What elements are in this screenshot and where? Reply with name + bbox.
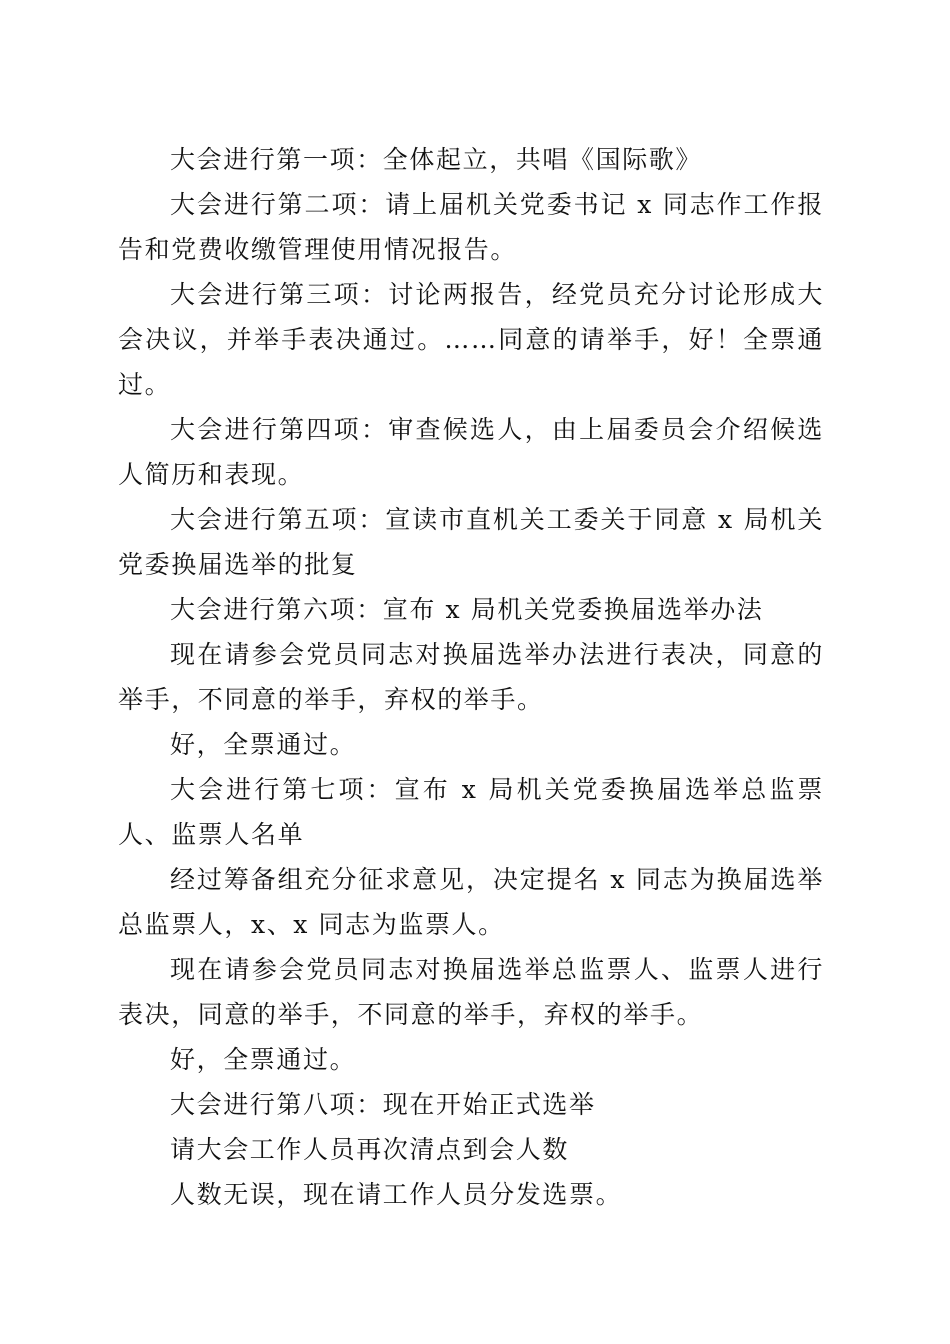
paragraph-item-1: 大会进行第一项：全体起立，共唱《国际歌》 [170, 145, 703, 174]
paragraph-item-5: 大会进行第五项：宣读市直机关工委关于同意 x 局机关党委换届选举的批复 [118, 505, 824, 579]
paragraph-item-8: 好，全票通过。 [170, 730, 357, 759]
paragraph-item-11: 现在请参会党员同志对换届选举总监票人、监票人进行表决，同意的举手，不同意的举手，弃权的举手。 [118, 955, 824, 1029]
document-body [118, 137, 824, 1217]
paragraph-item-13: 大会进行第八项：现在开始正式选举 [170, 1090, 596, 1119]
paragraph-item-6: 大会进行第六项：宣布 x 局机关党委换届选举办法 [170, 595, 764, 624]
paragraph-item-7: 现在请参会党员同志对换届选举办法进行表决，同意的举手，不同意的举手，弃权的举手。 [118, 640, 824, 714]
paragraph-item-10: 经过筹备组充分征求意见，决定提名 x 同志为换届选举总监票人，x、x 同志为监票人。 [118, 865, 824, 939]
paragraph-item-9: 大会进行第七项：宣布 x 局机关党委换届选举总监票人、监票人名单 [118, 775, 824, 849]
paragraph-item-14: 请大会工作人员再次清点到会人数 [170, 1135, 570, 1164]
paragraph-item-15: 人数无误，现在请工作人员分发选票。 [170, 1180, 623, 1209]
paragraph-item-3: 大会进行第三项：讨论两报告，经党员充分讨论形成大会决议，并举手表决通过。……同意的请举手，好！全票通过。 [118, 280, 824, 399]
paragraph-item-2: 大会进行第二项：请上届机关党委书记 x 同志作工作报告和党费收缴管理使用情况报告。 [118, 190, 824, 264]
paragraph-item-4: 大会进行第四项：审查候选人，由上届委员会介绍候选人简历和表现。 [118, 415, 824, 489]
paragraph-item-12: 好，全票通过。 [170, 1045, 357, 1074]
